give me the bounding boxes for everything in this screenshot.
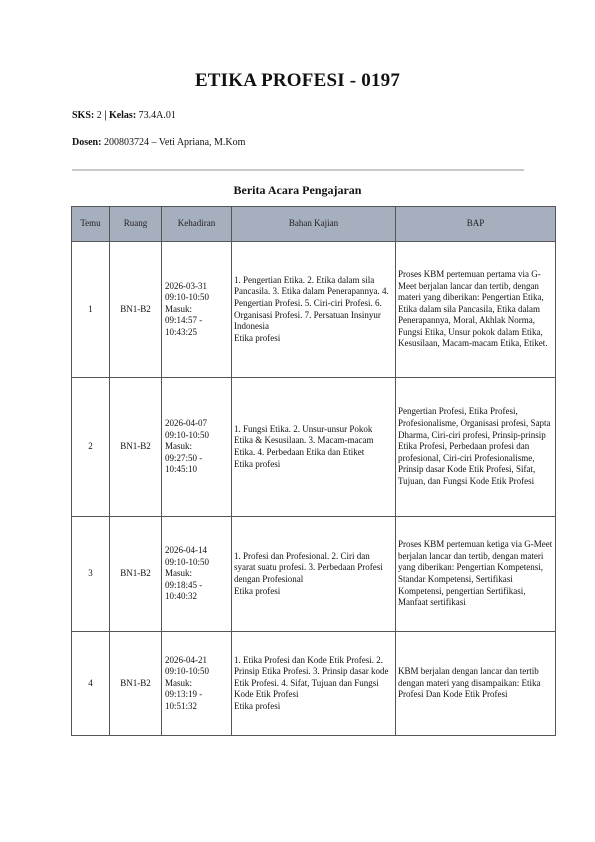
header-bahan-kajian: Bahan Kajian	[232, 207, 396, 242]
kehadiran-out: 10:43:25	[165, 326, 198, 337]
bahan-kajian-cell	[232, 378, 396, 517]
bahan-kajian-cell	[232, 517, 396, 632]
kehadiran-cell	[162, 242, 232, 378]
table-row	[72, 242, 556, 378]
kehadiran-date: 2026-04-14	[165, 545, 207, 556]
header-ruang: Ruang	[110, 207, 162, 242]
ruang-cell: BN1-B2	[110, 632, 162, 736]
kehadiran-time: 09:10-10:50	[165, 429, 209, 440]
bahan-kajian-text: 1. Pengertian Etika. 2. Etika dalam sila Pancasila. 3. Etika dalam Penerapannya. 4. Pengertian Profesi. 5. Ciri-ciri Profesi. 6. Organisasi Profesi. 7. Persatuan Insinyur Indonesia	[234, 274, 389, 332]
table-row	[72, 517, 556, 632]
ruang-cell: BN1-B2	[110, 517, 162, 632]
temu-cell: 4	[72, 632, 110, 736]
kehadiran-cell	[162, 378, 232, 517]
sks-label: SKS:	[72, 110, 95, 121]
dosen-value: 200803724 – Veti Apriana, M.Kom	[103, 137, 246, 148]
kehadiran-out: 10:51:32	[165, 700, 198, 711]
kehadiran-time: 09:10-10:50	[165, 666, 209, 677]
table-header-row	[72, 207, 556, 242]
bahan-kajian-cell	[232, 632, 396, 736]
bahan-kajian-sub: Etika profesi	[234, 585, 281, 596]
kehadiran-status: Masuk:	[165, 303, 192, 314]
table-row	[72, 378, 556, 517]
table-row	[72, 632, 556, 736]
teaching-log-table	[71, 206, 556, 736]
bahan-kajian-text: 1. Fungsi Etika. 2. Unsur-unsur Pokok Etika & Kesusilaan. 3. Macam-macam Etika. 4. Perbedaan Etika dan Etiket	[234, 423, 374, 457]
ruang-cell: BN1-B2	[110, 378, 162, 517]
course-info	[72, 110, 176, 121]
kehadiran-in: 09:27:50 -	[165, 452, 203, 463]
kehadiran-status: Masuk:	[165, 568, 192, 579]
bahan-kajian-sub: Etika profesi	[234, 458, 281, 469]
kehadiran-in: 09:13:19 -	[165, 689, 203, 700]
kehadiran-in: 09:14:57 -	[165, 315, 203, 326]
temu-cell: 1	[72, 242, 110, 378]
kehadiran-date: 2026-04-07	[165, 418, 207, 429]
header-temu: Temu	[72, 207, 110, 242]
kehadiran-date: 2026-04-21	[165, 654, 207, 665]
kehadiran-out: 10:40:32	[165, 591, 198, 602]
kehadiran-status: Masuk:	[165, 677, 192, 688]
bahan-kajian-text: 1. Profesi dan Profesional. 2. Ciri dan syarat suatu profesi. 3. Perbedaan Profesi dengan Profesional	[234, 550, 383, 584]
bahan-kajian-text: 1. Etika Profesi dan Kode Etik Profesi. 2. Prinsip Etika Profesi. 3. Prinsip dasar kode Etik Profesi. 4. Sifat, Tujuan dan Fungsi Kode Etik Profesi	[234, 654, 389, 700]
dosen-label: Dosen:	[72, 137, 102, 148]
kehadiran-out: 10:45:10	[165, 464, 198, 475]
document-title: ETIKA PROFESI - 0197	[194, 70, 401, 91]
section-title: Berita Acara Pengajaran	[233, 183, 362, 197]
bap-cell: Proses KBM pertemuan pertama via G-Meet berjalan lancar dan tertib, dengan materi yang diberikan: Pengertian Etika, Etika dalam sila Pancasila, Etika dalam Penerapannya, Moral, Akhlak Norma, Fungsi Etika, Unsur pokok dalam Etika, Kesusilaan, Macam-macam Etika, Etiket.	[396, 242, 556, 378]
bap-cell: Proses KBM pertemuan ketiga via G-Meet berjalan lancar dan tertib, dengan materi yang diberikan: Pengertian Kompetensi, Standar Kompetensi, Sertifikasi Kompetensi, pengertian Sertifikasi, Manfaat sertifikasi	[396, 517, 556, 632]
header-bap: BAP	[396, 207, 556, 242]
header-kehadiran: Kehadiran	[162, 207, 232, 242]
kelas-value: 73.4A.01	[138, 110, 176, 121]
bahan-kajian-cell	[232, 242, 396, 378]
bap-cell: KBM berjalan dengan lancar dan tertib dengan materi yang disampaikan: Etika Profesi Dan Kode Etik Profesi	[396, 632, 556, 736]
bahan-kajian-sub: Etika profesi	[234, 700, 281, 711]
kehadiran-cell	[162, 517, 232, 632]
divider	[72, 169, 524, 171]
kehadiran-time: 09:10-10:50	[165, 292, 209, 303]
ruang-cell: BN1-B2	[110, 242, 162, 378]
kehadiran-date: 2026-03-31	[165, 280, 207, 291]
bap-cell: Pengertian Profesi, Etika Profesi, Profesionalisme, Organisasi profesi, Sapta Dharma, Ciri-ciri profesi, Prinsip-prinsip Etika Profesi, Perbedaan profesi dan profesional, Ciri-ciri Profesionalisme, Prinsip dasar Kode Etik Profesi, Sifat, Tujuan, dan Fungsi Kode Etik Profesi	[396, 378, 556, 517]
kehadiran-status: Masuk:	[165, 441, 192, 452]
temu-cell: 3	[72, 517, 110, 632]
sks-value: 2	[96, 110, 102, 121]
kehadiran-cell	[162, 632, 232, 736]
kehadiran-in: 09:18:45 -	[165, 579, 203, 590]
separator: |	[104, 110, 107, 121]
temu-cell: 2	[72, 378, 110, 517]
bahan-kajian-sub: Etika profesi	[234, 332, 281, 343]
kehadiran-time: 09:10-10:50	[165, 556, 209, 567]
lecturer-info	[72, 137, 245, 148]
kelas-label: Kelas:	[108, 110, 137, 121]
